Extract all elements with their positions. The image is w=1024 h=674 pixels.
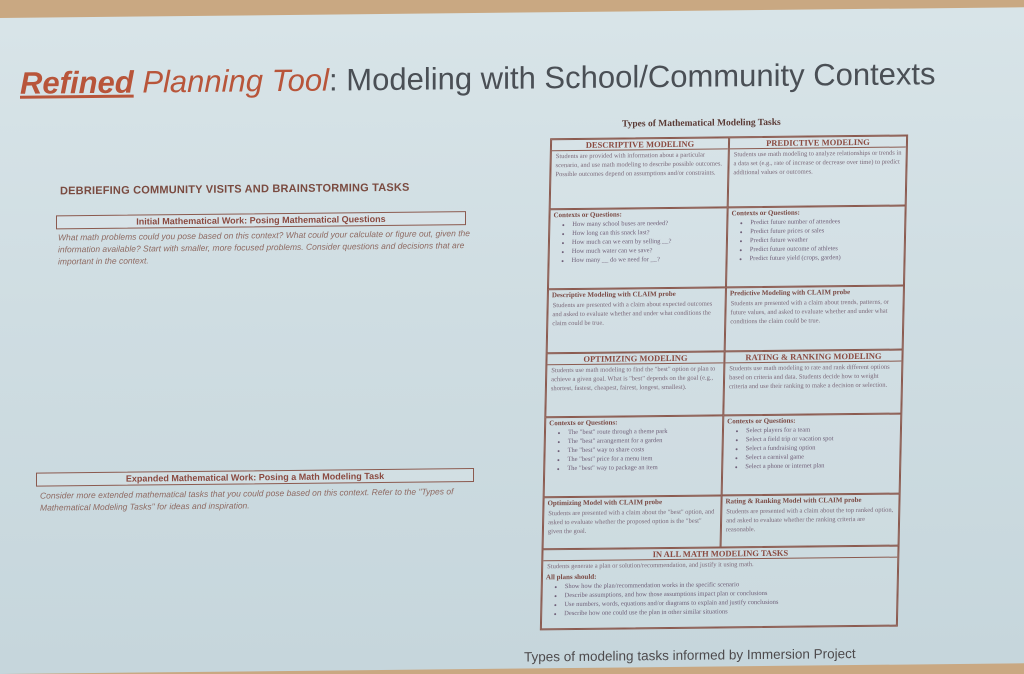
initial-work-box: Initial Mathematical Work: Posing Mathematical Questions bbox=[56, 211, 466, 229]
figure-caption: Types of modeling tasks informed by Immersion Project bbox=[524, 646, 856, 665]
all-tasks-list bbox=[542, 579, 897, 619]
list-item: • Describe assumptions, and how those assumptions impact plan or conclusions bbox=[564, 588, 896, 600]
rating-head: RATING & RANKING MODELING bbox=[725, 351, 901, 364]
list-item: • How long can this snack last? bbox=[572, 227, 726, 238]
descriptive-claim bbox=[547, 287, 726, 353]
descriptive-claim-head: Descriptive Modeling with CLAIM probe bbox=[551, 289, 676, 300]
descriptive-claim-text: Students are presented with a claim about expected outcomes and asked to evaluate whether and under what conditions the claim could be true. bbox=[552, 300, 713, 328]
predictive-list bbox=[727, 217, 904, 264]
table-title: Types of Mathematical Modeling Tasks bbox=[622, 117, 781, 130]
list-item: • Select a field trip or vacation spot bbox=[746, 434, 900, 445]
rating-cell bbox=[723, 350, 902, 416]
optimizing-claim-text: Students are presented with a claim about the "best" option, and asked to evaluate whether the proposed option is the "best" given the goal. bbox=[547, 508, 715, 536]
optimizing-list bbox=[545, 426, 722, 473]
list-item: • Predict future weather bbox=[750, 235, 904, 246]
list-item: • Predict future number of attendees bbox=[750, 217, 904, 228]
optimizing-desc: Students use math modeling to find the "best" option or plan to achieve a given goal. What is "best" depends on the goal (e.g., shortest, fastest, cheapest, fairest, longest, smallest). bbox=[550, 365, 716, 393]
list-item: • Predict future outcome of athletes bbox=[750, 244, 904, 255]
rating-claim bbox=[721, 494, 900, 548]
descriptive-questions bbox=[548, 207, 728, 289]
projector-screen bbox=[0, 7, 1024, 674]
descriptive-list bbox=[549, 218, 726, 265]
predictive-cell bbox=[728, 136, 907, 208]
rating-claim-text: Students are presented with a claim about the top ranked option, and asked to evaluate whether the ranking criteria are reasonable. bbox=[725, 506, 894, 534]
list-item: • How many school buses are needed? bbox=[572, 218, 726, 229]
title-rest: : Modeling with School/Community Contexts bbox=[329, 56, 936, 98]
rating-questions bbox=[722, 414, 902, 496]
rating-list bbox=[723, 425, 900, 472]
optimizing-q-head: Contexts or Questions: bbox=[549, 418, 618, 428]
expanded-work-box: Expanded Mathematical Work: Posing a Math Modeling Task bbox=[36, 468, 474, 487]
title-planning-tool: Planning Tool bbox=[142, 62, 330, 100]
list-item: • Predict future prices or sales bbox=[750, 226, 904, 237]
predictive-head: PREDICTIVE MODELING bbox=[730, 137, 906, 150]
list-item: • How much can we earn by selling __? bbox=[572, 236, 726, 247]
list-item: • The "best" price for a menu item bbox=[567, 453, 721, 464]
rating-desc: Students use math modeling to rate and rank different options based on criteria and data. Students decide how to weight criteria and use their ranking to make a decision or selection. bbox=[728, 363, 890, 391]
predictive-questions bbox=[726, 206, 906, 288]
expanded-work-prompt: Consider more extended mathematical tasks that you could pose based on this context. Refer to the "Types of Mathematical Modeling Tasks" for ideas and inspiration. bbox=[40, 486, 454, 513]
all-tasks-head: IN ALL MATH MODELING TASKS bbox=[543, 547, 897, 562]
optimizing-questions bbox=[544, 415, 724, 497]
predictive-desc: Students use math modeling to analyze relationships or trends in a data set (e.g., rate of increase or decrease over time) to predict additional values or outcomes. bbox=[733, 149, 902, 177]
predictive-claim-head: Predictive Modeling with CLAIM probe bbox=[729, 288, 851, 298]
list-item: • The "best" arrangement for a garden bbox=[568, 435, 722, 446]
all-tasks-intro: Students generate a plan or solution/recommendation, and justify it using math. bbox=[547, 561, 754, 571]
list-item: • Select a carnival game bbox=[745, 452, 899, 463]
list-item: • Select players for a team bbox=[746, 425, 900, 436]
descriptive-q-head: Contexts or Questions: bbox=[553, 210, 622, 220]
modeling-types-table bbox=[540, 134, 908, 630]
optimizing-claim-head: Optimizing Model with CLAIM probe bbox=[547, 498, 663, 508]
list-item: • How much water can we save? bbox=[572, 245, 726, 256]
descriptive-cell bbox=[550, 137, 729, 209]
rating-claim-head: Rating & Ranking Model with CLAIM probe bbox=[725, 495, 862, 506]
list-item: • The "best" way to package an item bbox=[567, 462, 721, 473]
list-item: • Select a fundraising option bbox=[746, 443, 900, 454]
optimizing-head: OPTIMIZING MODELING bbox=[547, 352, 723, 365]
optimizing-claim bbox=[543, 495, 722, 549]
all-tasks-cell bbox=[541, 546, 899, 630]
predictive-q-head: Contexts or Questions: bbox=[731, 208, 800, 218]
optimizing-cell bbox=[545, 351, 724, 417]
title-refined: Refined bbox=[20, 64, 134, 101]
descriptive-head: DESCRIPTIVE MODELING bbox=[552, 138, 728, 151]
list-item: • Predict future yield (crops, garden) bbox=[749, 253, 903, 264]
all-tasks-plans: All plans should: bbox=[545, 572, 597, 582]
list-item: • Use numbers, words, equations and/or diagrams to explain and justify conclusions bbox=[564, 597, 896, 609]
list-item: • How many __ do we need for __? bbox=[571, 254, 725, 265]
list-item: • Select a phone or internet plan bbox=[745, 461, 899, 472]
list-item: • The "best" way to share costs bbox=[568, 444, 722, 455]
list-item: • Show how the plan/recommendation works in the specific scenario bbox=[565, 579, 897, 591]
debrief-heading: DEBRIEFING COMMUNITY VISITS AND BRAINSTORMING TASKS bbox=[60, 181, 410, 198]
predictive-claim-text: Students are presented with a claim about trends, patterns, or future values, and asked to evaluate whether and under what conditions the claim could be true. bbox=[730, 298, 890, 326]
list-item: • The "best" route through a theme park bbox=[568, 426, 722, 437]
predictive-claim bbox=[725, 286, 904, 352]
slide-title bbox=[20, 55, 1010, 101]
rating-q-head: Contexts or Questions: bbox=[727, 416, 796, 426]
list-item: • Describe how one could use the plan in other similar situations bbox=[564, 606, 896, 618]
descriptive-desc: Students are provided with information about a particular scenario, and use math modeling to describe possible outcomes. Possible outcomes depend on assumptions and/or constraints. bbox=[555, 151, 723, 179]
initial-work-prompt: What math problems could you pose based on this context? What could your calculate or figure out, given the information available? Start with smaller, more focused problems. Consider questions and decisions that are important in the context. bbox=[58, 228, 471, 267]
